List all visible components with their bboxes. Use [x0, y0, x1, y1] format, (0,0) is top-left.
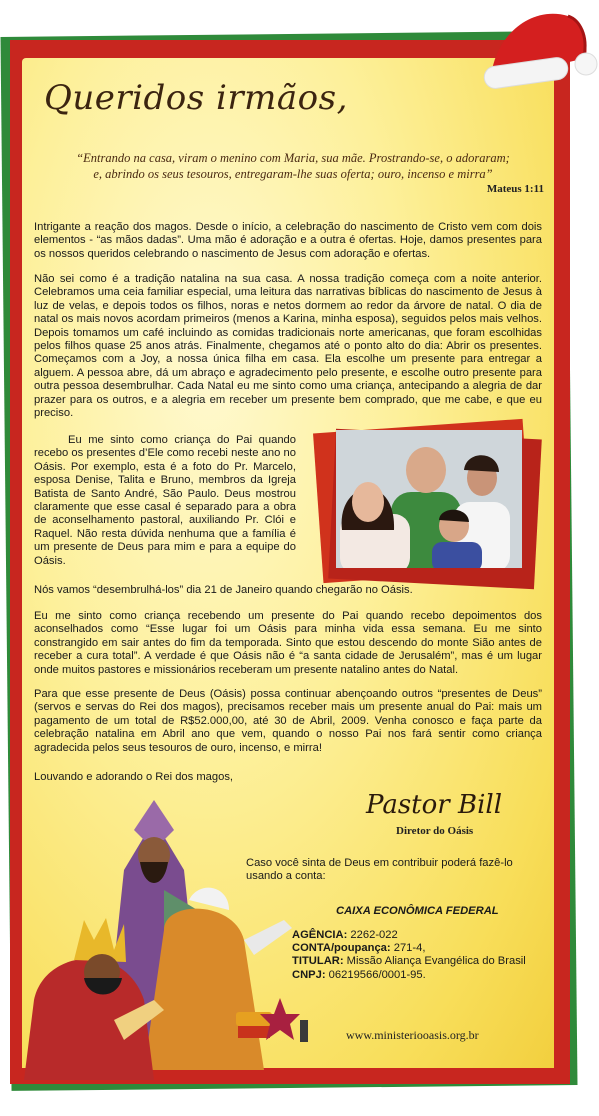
conta-row: CONTA/poupança: 271-4,	[292, 942, 426, 955]
bank-name: CAIXA ECONÔMICA FEDERAL	[336, 905, 499, 917]
closing-line: Louvando e adorando o Rei dos magos,	[34, 771, 234, 783]
paragraph-4: Nós vamos “desembrulhá-los” dia 21 de Janeiro quando chegarão no Oásis.	[34, 584, 413, 596]
paragraph-6: Para que esse presente de Deus (Oásis) possa continuar abençoando outros “presentes de Deus” (servos e servas do Rei dos magos), precisamos receber mais um presente anual do Pai: mais um pagamento de um total de R$52.000,00, até 30 de Abril, 2009. Venha conosco e faça parte da celebração natalina em Abril ano que vem, quando o nosso Pai nos fará sentir como criança agradecida pelos seus tesouros de ouro, incenso, e mirra!	[34, 688, 542, 754]
signature-role: Diretor do Oásis	[396, 825, 474, 837]
quote-line-2: e, abrindo os seus tesouros, entregaram-lhe suas oferta; ouro, incenso e mirra”	[93, 167, 493, 181]
cnpj-row: CNPJ: 06219566/0001-95.	[292, 968, 426, 981]
quote-reference: Mateus 1:11	[486, 183, 544, 195]
agencia-row: AGÊNCIA: 2262-022	[292, 929, 398, 941]
paragraph-3: Eu me sinto como criança do Pai quando recebo os presentes d’Ele como recebi neste ano no Oásis. Por exemplo, esta é a foto do Pr. Marcelo, esposa Denise, Talita e Bruno, membros da Igreja Batista de Santo André, São Paulo. Deus mostrou claramente que esse casal é separado para a obra de aconselhamento pastoral, auxiliando Pr. Clói e Raquel. Não resta dúvida nenhuma que a família é um presente de Deus para mim e para a equipe do Oásis.	[34, 434, 296, 567]
titular-row: TITULAR: Missão Aliança Evangélica do Brasil	[292, 955, 526, 968]
bank-details	[292, 929, 552, 982]
paragraph-2: Não sei como é a tradição natalina na sua casa. A nossa tradição começa com a noite anterior. Celebramos uma ceia familiar especial, uma leitura das narrativas bíblicas do nascimento de Jesus à luz de velas, e depois todos os filhos, noras e netos dormem ao redor da árvore de natal. O dia de natal os mais novos acordam primeiros (menos a Karina, minha esposa), seguidos pelos mais velhos. Depois tomamos um café incluindo as comidas tradicionais norte americanas, que foram escolhidas pelos filhos quase 25 anos atrás. Finalmente, chegamos até o ponto alto do dia: Abrir os presentes. Começamos com a Joy, a nossa única filha em casa. Ela escolhe um presente para entregar a alguem. A pessoa abre, dá um abraço e agradecimento pelo presente, e escolhe outro presente para outra pessoa desembrulhar. Cada Natal eu me sinto como uma criança, antecipando a alegria de dar prazer para os outros, e a alegria em receber um presente bem comprado, que me cabe, e que eu preciso.	[34, 273, 542, 420]
signature-name: Pastor Bill	[366, 790, 503, 820]
website-link[interactable]: www.ministeriooasis.org.br	[346, 1028, 479, 1042]
family-photo	[336, 430, 522, 568]
paragraph-1: Intrigante a reação dos magos. Desde o início, a celebração do nascimento de Cristo vem com dois elementos - “as mãos dadas”. Uma mão é adoração e a outra é ofertas. Hoje, damos presentes para os nossos queridos celebrando o nascimento de Jesus com adoração e ofertas.	[34, 221, 542, 260]
family-photo-frame	[318, 420, 538, 592]
three-wise-men-illustration	[14, 800, 314, 1080]
quote-line-1: “Entrando na casa, viram o menino com Maria, sua mãe. Prostrando-se, o adoraram;	[76, 151, 510, 165]
contribution-intro: Caso você sinta de Deus em contribuir poderá fazê-lo usando a conta:	[246, 857, 513, 883]
paragraph-5: Eu me sinto como criança recebendo um presente do Pai quando recebo depoimentos dos aconselhados como “Esse lugar foi um Oásis para minha vida essa semana. Eu me sinto constrangido em sair antes do fim da temporada. Sinto que estou descendo do monte Sião antes de receber a cura total”. A verdade é que Oásis não é “a santa cidade de Jerusalém”, mas é um lugar onde muitos pastores e missionários receberam um presente natalino antes do Natal.	[34, 610, 542, 676]
santa-hat-icon	[480, 0, 599, 100]
bible-quote	[48, 150, 538, 182]
page-title: Queridos irmãos,	[44, 78, 348, 118]
